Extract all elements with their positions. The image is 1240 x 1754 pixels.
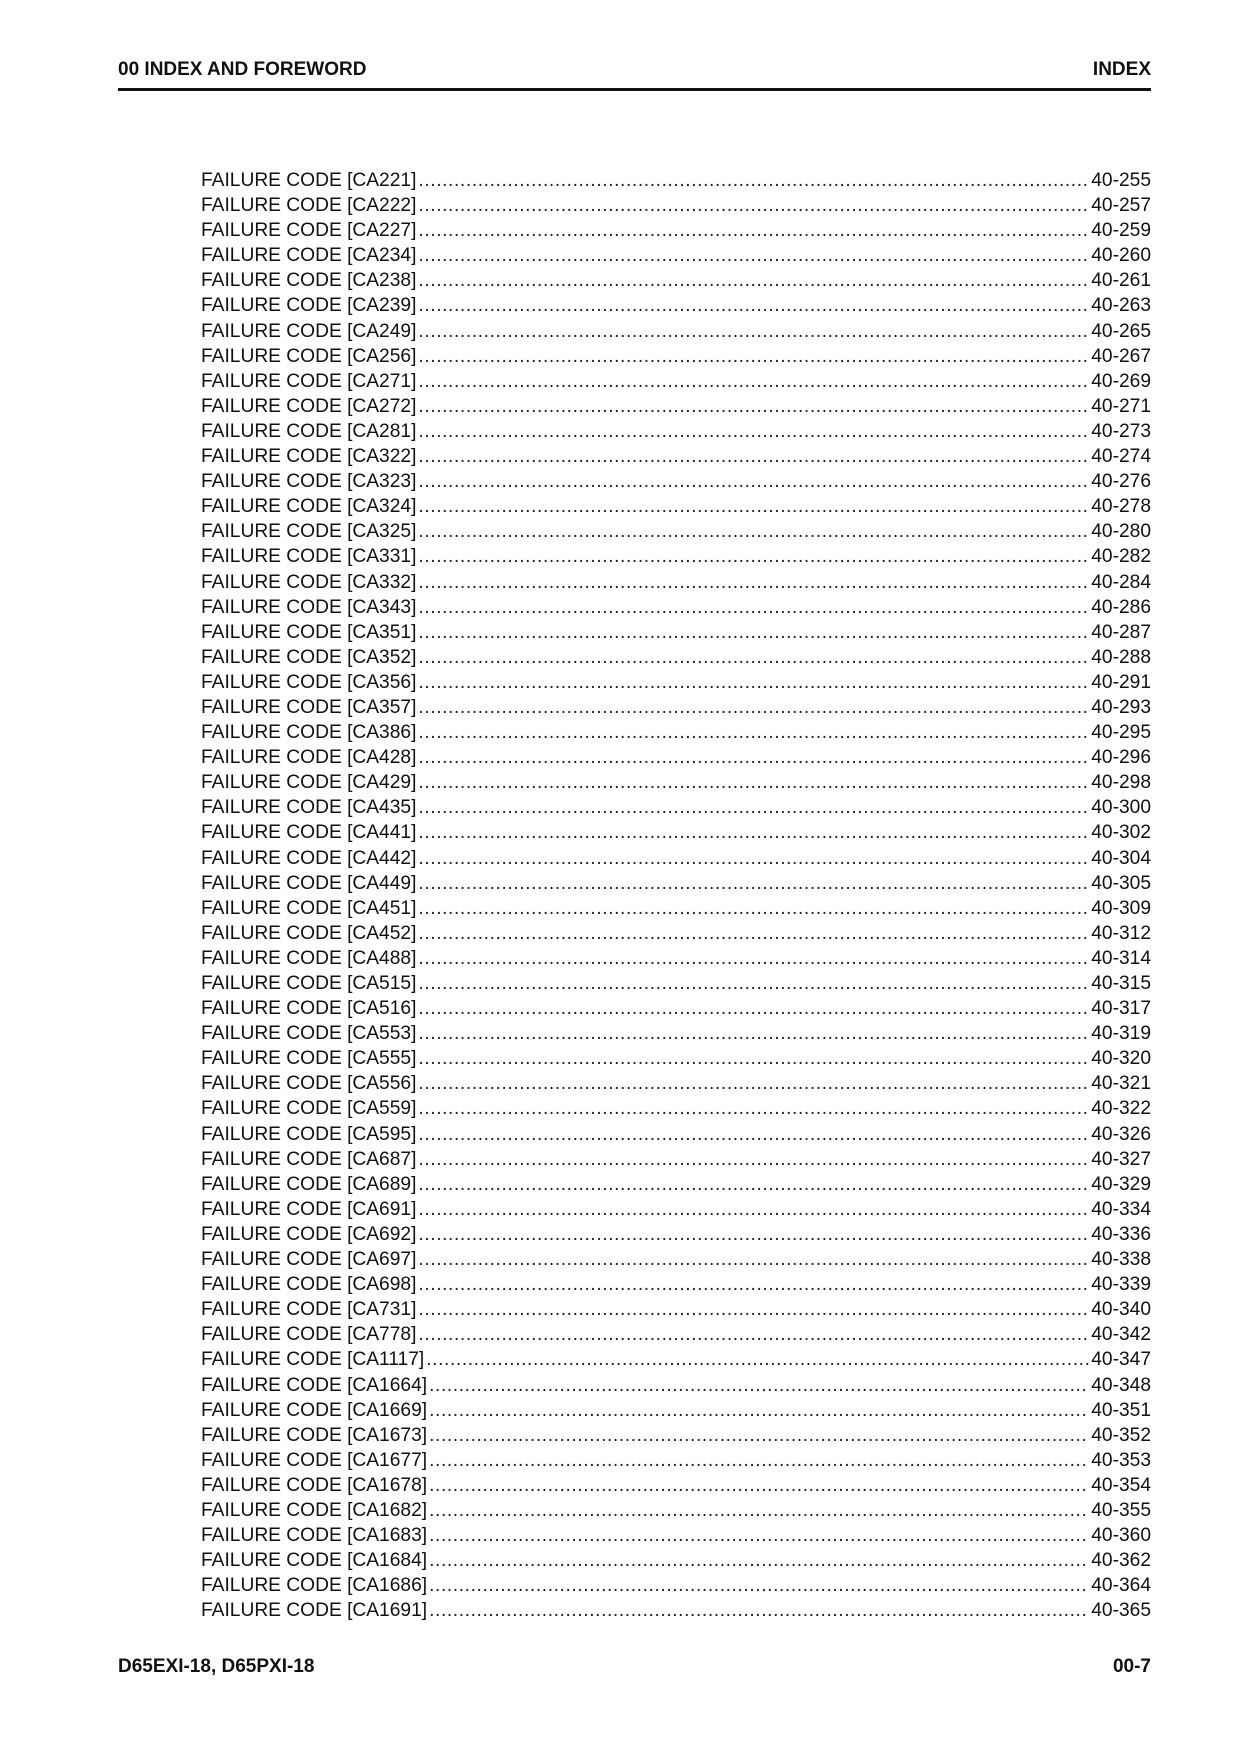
dot-leader [418,645,1089,670]
dot-leader [418,871,1089,896]
index-entry-label: FAILURE CODE [CA441] [201,822,417,844]
index-entry[interactable] [201,846,1151,871]
dot-leader [418,946,1089,971]
index-entry-label: FAILURE CODE [CA595] [201,1123,417,1145]
dot-leader [418,795,1089,820]
dot-leader [418,620,1089,645]
dot-leader [418,570,1089,595]
index-entry-page: 40-274 [1091,446,1151,468]
index-entry-page: 40-360 [1091,1525,1151,1547]
index-entry-label: FAILURE CODE [CA697] [201,1249,417,1271]
index-entry-label: FAILURE CODE [CA1117] [201,1349,425,1371]
dot-leader [429,1498,1089,1523]
dot-leader [418,268,1089,293]
index-entry-label: FAILURE CODE [CA281] [201,420,417,442]
dot-leader [418,996,1089,1021]
index-entry-label: FAILURE CODE [CA272] [201,395,417,417]
index-entry[interactable] [201,1548,1151,1573]
index-entry-page: 40-255 [1091,170,1151,191]
index-entry-label: FAILURE CODE [CA778] [201,1324,417,1346]
index-entry-label: FAILURE CODE [CA239] [201,295,417,317]
dot-leader [418,846,1089,871]
index-entry-page: 40-298 [1091,772,1151,794]
index-entry-label: FAILURE CODE [CA429] [201,772,417,794]
index-entry[interactable] [201,1096,1151,1121]
dot-leader [418,419,1089,444]
index-entry-label: FAILURE CODE [CA324] [201,496,417,518]
index-entry-label: FAILURE CODE [CA435] [201,797,417,819]
index-entry[interactable] [201,570,1151,595]
index-entry-label: FAILURE CODE [CA357] [201,696,417,718]
index-entry[interactable] [201,1222,1151,1247]
index-entry-label: FAILURE CODE [CA221] [201,170,417,191]
index-entry-label: FAILURE CODE [CA325] [201,521,417,543]
index-entry-page: 40-329 [1091,1173,1151,1195]
index-entry[interactable] [201,1598,1151,1623]
index-entry-label: FAILURE CODE [CA1677] [201,1449,428,1471]
index-entry-page: 40-355 [1091,1499,1151,1521]
index-entry[interactable] [201,770,1151,795]
index-entry-label: FAILURE CODE [CA556] [201,1073,417,1095]
index-entry-label: FAILURE CODE [CA451] [201,897,417,919]
index-entry[interactable] [201,1423,1151,1448]
section-title: 00 INDEX AND FOREWORD [118,59,367,80]
index-entry-label: FAILURE CODE [CA352] [201,646,417,668]
dot-leader [418,595,1089,620]
dot-leader [429,1548,1089,1573]
index-entry-label: FAILURE CODE [CA1684] [201,1550,428,1572]
dot-leader [418,344,1089,369]
index-entry-page: 40-293 [1091,696,1151,718]
index-entry-label: FAILURE CODE [CA428] [201,747,417,769]
index-entry[interactable] [201,293,1151,318]
index-entry[interactable] [201,444,1151,469]
index-entry[interactable] [201,319,1151,344]
dot-leader [429,1523,1089,1548]
index-entry-page: 40-259 [1091,220,1151,242]
index-entry-page: 40-287 [1091,621,1151,643]
index-entry-page: 40-320 [1091,1048,1151,1070]
index-entry[interactable] [201,1322,1151,1347]
index-entry-page: 40-284 [1091,571,1151,593]
index-entry[interactable] [201,494,1151,519]
index-entry-page: 40-260 [1091,245,1151,267]
index-entry-page: 40-347 [1091,1349,1151,1371]
index-entry[interactable] [201,243,1151,268]
dot-leader [418,670,1089,695]
dot-leader [418,1322,1089,1347]
index-entry-label: FAILURE CODE [CA515] [201,973,417,994]
dot-leader [418,1071,1089,1096]
index-entry[interactable] [201,394,1151,419]
index-entry-label: FAILURE CODE [CA731] [201,1299,417,1321]
dot-leader [429,1373,1089,1398]
index-entry-page: 40-273 [1091,420,1151,442]
dot-leader [418,319,1089,344]
index-entry[interactable] [201,1523,1151,1548]
index-entry-page: 40-354 [1091,1474,1151,1496]
index-entry-label: FAILURE CODE [CA323] [201,471,417,493]
dot-leader [418,444,1089,469]
dot-leader [418,469,1089,494]
dot-leader [418,394,1089,419]
dot-leader [429,1423,1089,1448]
index-entry-page: 40-300 [1091,797,1151,819]
index-entry-label: FAILURE CODE [CA442] [201,847,417,869]
dot-leader [418,218,1089,243]
dot-leader [418,770,1089,795]
index-entry[interactable] [201,544,1151,569]
index-entry-page: 40-261 [1091,270,1151,292]
index-entry-page: 40-327 [1091,1148,1151,1170]
index-entry-label: FAILURE CODE [CA698] [201,1274,417,1296]
index-entry-label: FAILURE CODE [CA555] [201,1048,417,1070]
index-entry-page: 40-339 [1091,1274,1151,1296]
index-entry-page: 40-265 [1091,320,1151,342]
index-entry-label: FAILURE CODE [CA271] [201,370,417,392]
index-entry-page: 40-291 [1091,671,1151,693]
index-entry-label: FAILURE CODE [CA1682] [201,1499,428,1521]
index-entry[interactable] [201,1448,1151,1473]
dot-leader [418,1272,1089,1297]
index-entry[interactable] [201,1172,1151,1197]
index-entry-label: FAILURE CODE [CA343] [201,596,417,618]
index-entry-page: 40-288 [1091,646,1151,668]
index-entry[interactable] [201,996,1151,1021]
dot-leader [429,1473,1089,1498]
header-index-label: INDEX [1092,59,1151,80]
dot-leader [418,519,1089,544]
index-entry[interactable] [201,1021,1151,1046]
index-entry[interactable] [201,720,1151,745]
index-entry-page: 40-322 [1091,1098,1151,1120]
index-entry-page: 40-280 [1091,521,1151,543]
index-entry[interactable] [201,1122,1151,1147]
index-entry[interactable] [201,620,1151,645]
index-entry-label: FAILURE CODE [CA1683] [201,1525,428,1547]
dot-leader [418,820,1089,845]
index-entry-page: 40-319 [1091,1023,1151,1045]
index-entry-page: 40-286 [1091,596,1151,618]
dot-leader [418,544,1089,569]
dot-leader [418,921,1089,946]
index-entry-page: 40-314 [1091,947,1151,969]
index-entry[interactable] [201,695,1151,720]
index-entry-label: FAILURE CODE [CA516] [201,998,417,1020]
dot-leader [418,369,1089,394]
dot-leader [418,971,1089,996]
dot-leader [429,1598,1089,1623]
index-entry-page: 40-304 [1091,847,1151,869]
page-header [118,55,1151,91]
index-entry-label: FAILURE CODE [CA691] [201,1198,417,1220]
dot-leader [418,193,1089,218]
index-entry-page: 40-336 [1091,1223,1151,1245]
index-entry[interactable] [201,419,1151,444]
index-entry[interactable] [201,946,1151,971]
index-entry[interactable] [201,1473,1151,1498]
dot-leader [418,1147,1089,1172]
dot-leader [418,896,1089,921]
dot-leader [418,168,1089,193]
index-entry[interactable] [201,1573,1151,1598]
index-entry[interactable] [201,1498,1151,1523]
index-entry-label: FAILURE CODE [CA1691] [201,1600,428,1622]
index-entry-page: 40-321 [1091,1073,1151,1095]
index-entry-label: FAILURE CODE [CA553] [201,1023,417,1045]
index-entry-page: 40-351 [1091,1399,1151,1421]
index-entry-page: 40-276 [1091,471,1151,493]
dot-leader [418,243,1089,268]
index-entry[interactable] [201,519,1151,544]
index-entry-page: 40-302 [1091,822,1151,844]
dot-leader [418,1046,1089,1071]
index-entry-label: FAILURE CODE [CA322] [201,446,417,468]
index-entry[interactable] [201,795,1151,820]
dot-leader [429,1448,1089,1473]
index-entry-page: 40-282 [1091,546,1151,568]
index-entry[interactable] [201,218,1151,243]
index-entry[interactable] [201,1046,1151,1071]
index-entry-label: FAILURE CODE [CA386] [201,722,417,744]
index-entry-page: 40-365 [1091,1600,1151,1622]
index-entry-page: 40-342 [1091,1324,1151,1346]
index-entry-label: FAILURE CODE [CA234] [201,245,417,267]
index-entry-label: FAILURE CODE [CA1678] [201,1474,428,1496]
index-entry-page: 40-315 [1091,973,1151,994]
index-entry-page: 40-278 [1091,496,1151,518]
index-entry-page: 40-271 [1091,395,1151,417]
index-entry-label: FAILURE CODE [CA687] [201,1148,417,1170]
index-entry[interactable] [201,1197,1151,1222]
dot-leader [429,1573,1089,1598]
index-entry[interactable] [201,921,1151,946]
index-entry-label: FAILURE CODE [CA1673] [201,1424,428,1446]
index-entry-label: FAILURE CODE [CA692] [201,1223,417,1245]
dot-leader [418,745,1089,770]
index-entry-page: 40-317 [1091,998,1151,1020]
dot-leader [418,494,1089,519]
index-entry[interactable] [201,1398,1151,1423]
index-entry-page: 40-257 [1091,195,1151,217]
dot-leader [418,293,1089,318]
index-entry-page: 40-267 [1091,345,1151,367]
index-entry-label: FAILURE CODE [CA256] [201,345,417,367]
index-entry-page: 40-295 [1091,722,1151,744]
page-number: 00-7 [1112,1656,1151,1677]
index-entry-page: 40-296 [1091,747,1151,769]
index-entry-label: FAILURE CODE [CA331] [201,546,417,568]
index-entry-label: FAILURE CODE [CA356] [201,671,417,693]
index-entry[interactable] [201,1071,1151,1096]
index-entry[interactable] [201,670,1151,695]
index-entry-page: 40-362 [1091,1550,1151,1572]
index-entry-page: 40-348 [1091,1374,1151,1396]
dot-leader [418,720,1089,745]
dot-leader [426,1347,1089,1372]
header-divider [118,88,1151,91]
index-entry[interactable] [201,1373,1151,1398]
index-entry[interactable] [201,745,1151,770]
index-entry[interactable] [201,369,1151,394]
index-entry[interactable] [201,595,1151,620]
index-entry[interactable] [201,469,1151,494]
index-entry-page: 40-312 [1091,922,1151,944]
dot-leader [418,1197,1089,1222]
index-entry[interactable] [201,193,1151,218]
index-entry-page: 40-269 [1091,370,1151,392]
index-entry-label: FAILURE CODE [CA452] [201,922,417,944]
dot-leader [429,1398,1089,1423]
index-list [201,168,1151,1623]
model-designation: D65EXI-18, D65PXI-18 [118,1656,315,1677]
index-entry-label: FAILURE CODE [CA559] [201,1098,417,1120]
index-entry-page: 40-305 [1091,872,1151,894]
index-entry-page: 40-364 [1091,1575,1151,1597]
index-entry[interactable] [201,1247,1151,1272]
dot-leader [418,1021,1089,1046]
index-entry-label: FAILURE CODE [CA1686] [201,1575,428,1597]
dot-leader [418,1122,1089,1147]
index-entry[interactable] [201,871,1151,896]
dot-leader [418,1297,1089,1322]
dot-leader [418,1247,1089,1272]
index-entry-page: 40-338 [1091,1249,1151,1271]
index-entry[interactable] [201,344,1151,369]
index-entry-page: 40-353 [1091,1449,1151,1471]
index-entry-page: 40-263 [1091,295,1151,317]
dot-leader [418,1096,1089,1121]
index-entry[interactable] [201,896,1151,921]
index-entry-label: FAILURE CODE [CA238] [201,270,417,292]
index-entry-page: 40-309 [1091,897,1151,919]
index-entry-label: FAILURE CODE [CA689] [201,1173,417,1195]
index-entry-page: 40-334 [1091,1198,1151,1220]
index-entry[interactable] [201,971,1151,996]
index-entry-label: FAILURE CODE [CA488] [201,947,417,969]
index-entry[interactable] [201,1297,1151,1322]
index-entry-label: FAILURE CODE [CA249] [201,320,417,342]
index-entry-label: FAILURE CODE [CA332] [201,571,417,593]
index-entry-label: FAILURE CODE [CA227] [201,220,417,242]
index-entry-label: FAILURE CODE [CA351] [201,621,417,643]
index-entry-label: FAILURE CODE [CA1669] [201,1399,428,1421]
index-entry[interactable] [201,268,1151,293]
index-entry-label: FAILURE CODE [CA1664] [201,1374,428,1396]
dot-leader [418,1222,1089,1247]
dot-leader [418,1172,1089,1197]
dot-leader [418,695,1089,720]
index-entry-page: 40-340 [1091,1299,1151,1321]
index-entry-label: FAILURE CODE [CA449] [201,872,417,894]
index-entry-page: 40-352 [1091,1424,1151,1446]
index-entry[interactable] [201,1272,1151,1297]
index-entry[interactable] [201,168,1151,193]
index-entry-label: FAILURE CODE [CA222] [201,195,417,217]
index-entry-page: 40-326 [1091,1123,1151,1145]
index-entry[interactable] [201,1147,1151,1172]
index-entry[interactable] [201,645,1151,670]
index-entry[interactable] [201,820,1151,845]
index-entry[interactable] [201,1347,1151,1372]
